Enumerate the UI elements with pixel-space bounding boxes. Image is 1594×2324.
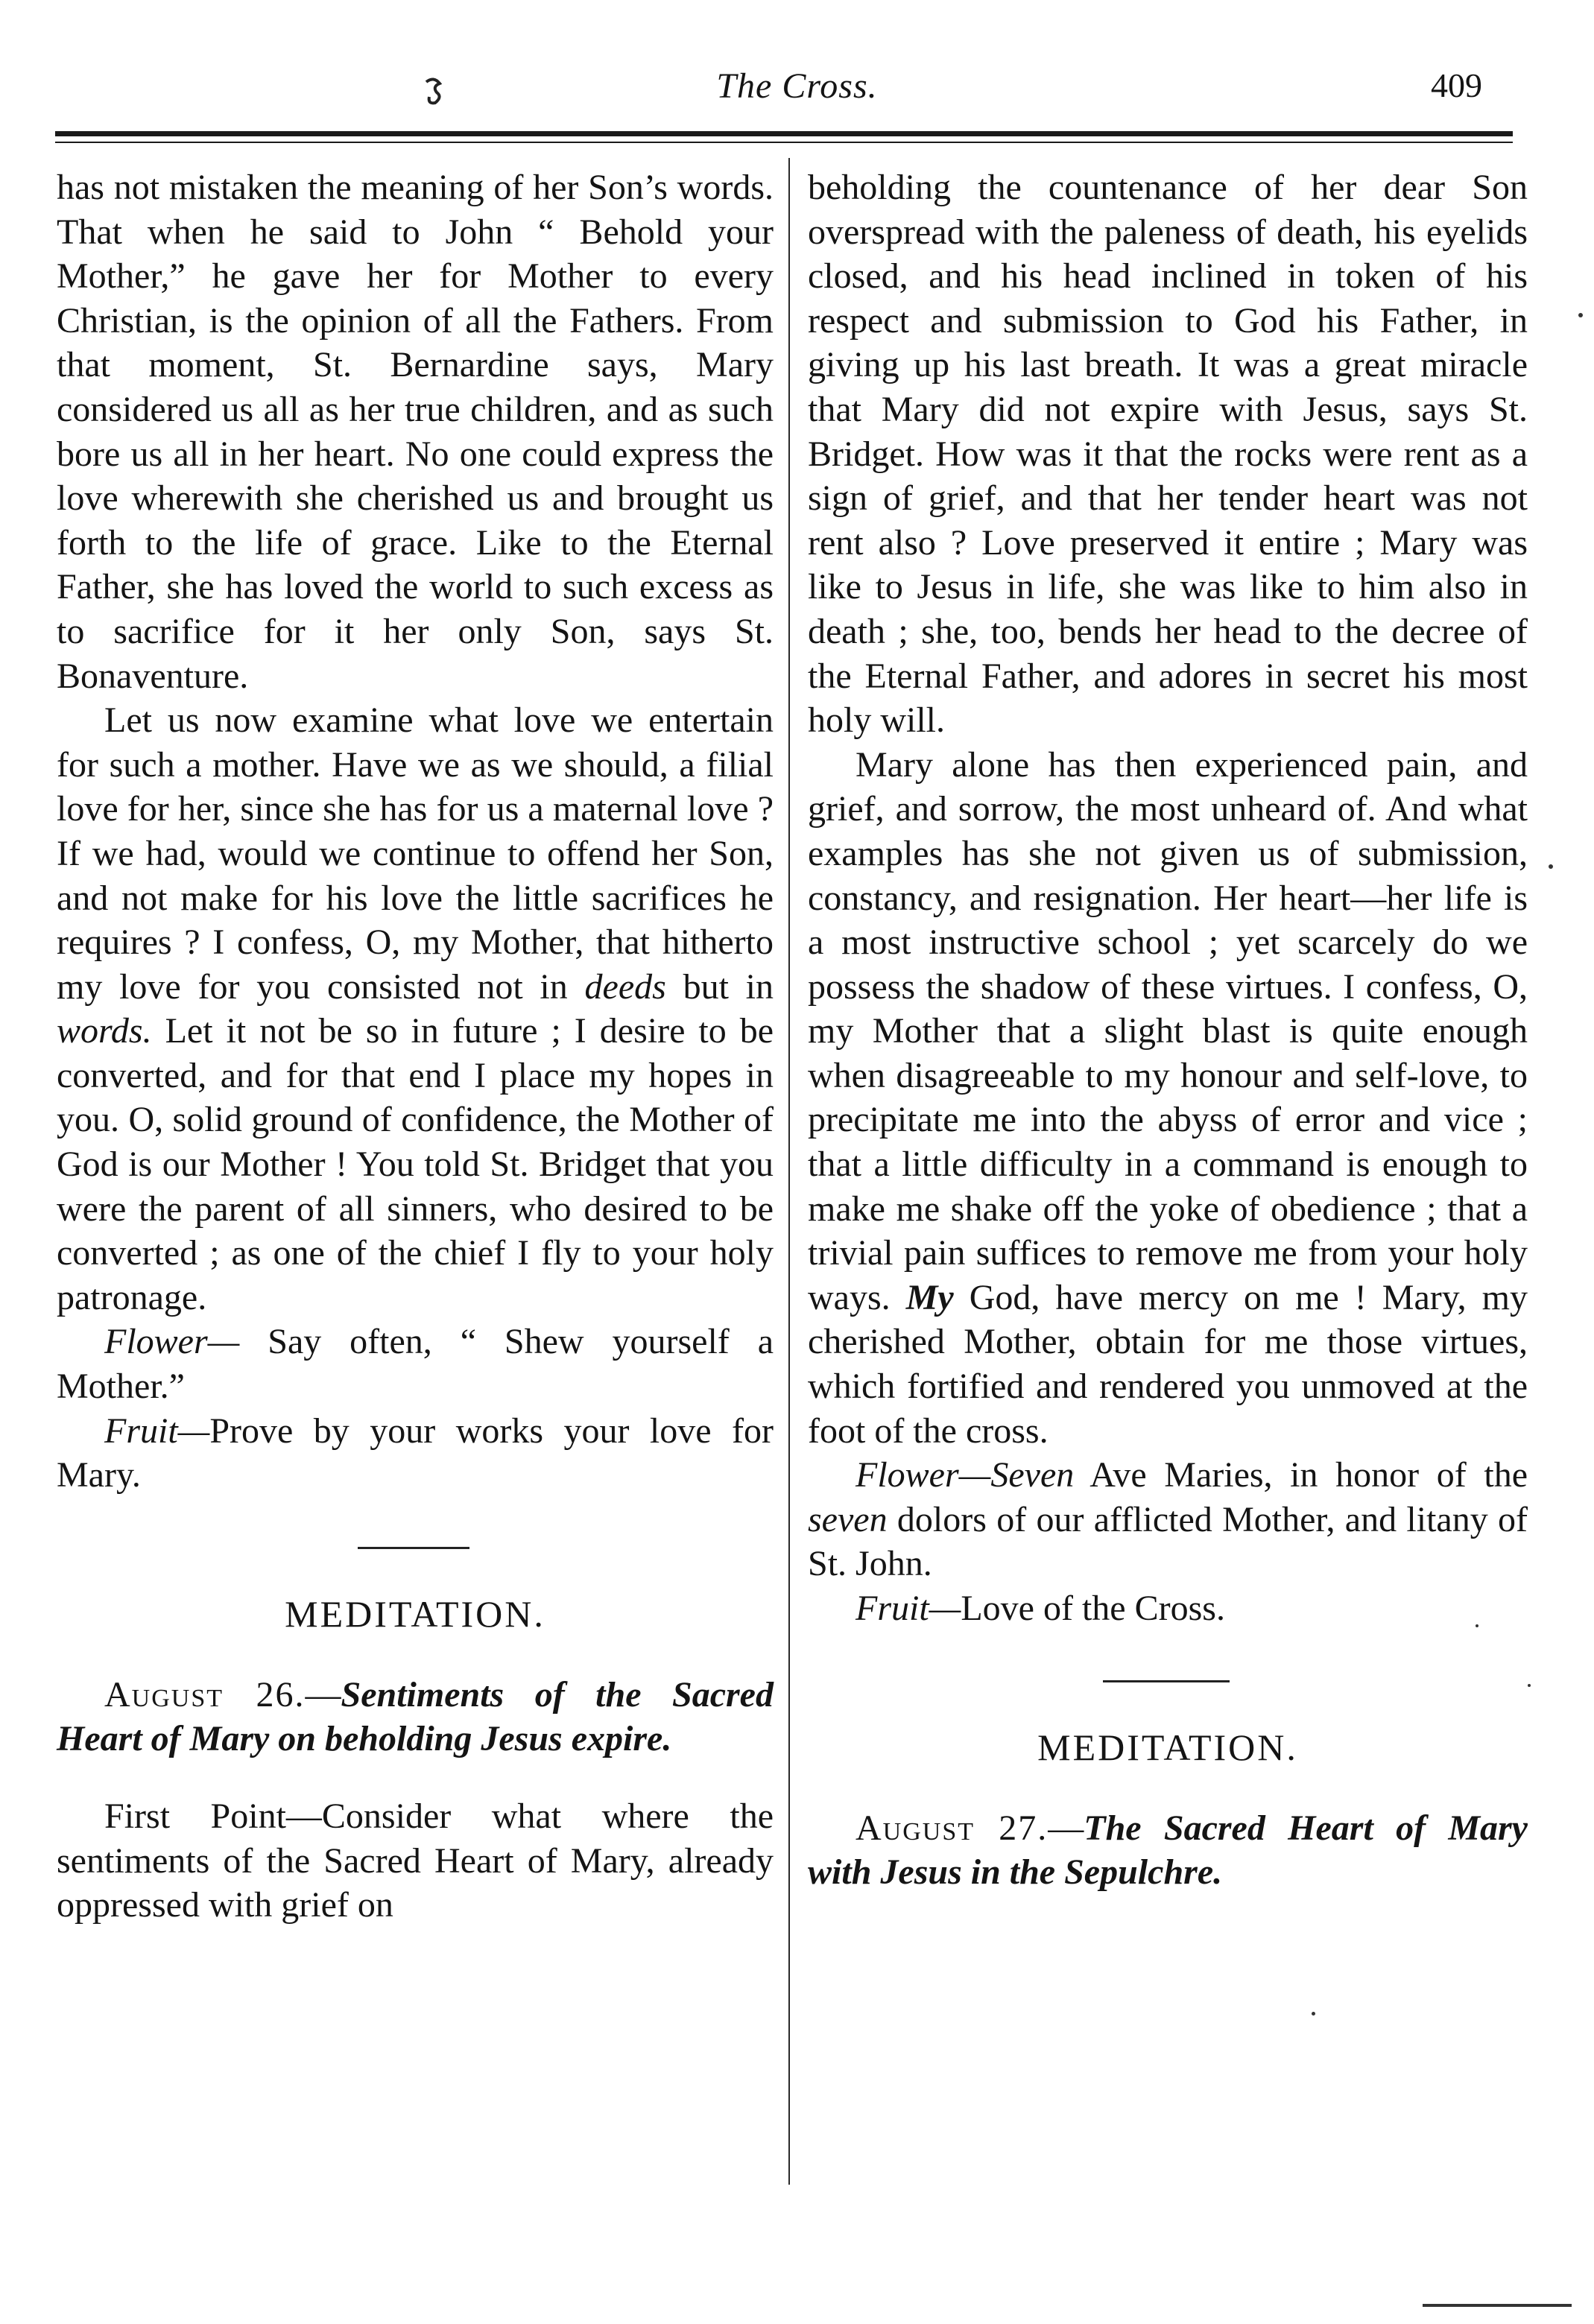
print-speck [1528,1684,1531,1687]
flower-text-b: dolors of our afflicted Mother, and litany of St. John. [808,1499,1528,1584]
meditation-heading: MEDITATION. [1037,1726,1298,1768]
fruit-label: Fruit— [855,1589,961,1628]
emphasis-my: My [905,1277,954,1317]
flower-text: Say often, “ Shew yourself a Mother.” [57,1322,774,1407]
left-column [57,165,774,1928]
fruit-text: Love of the Cross. [961,1589,1225,1628]
emphasis-seven: Seven [990,1455,1075,1495]
meditation-subject [57,1673,774,1761]
print-speck [1549,864,1553,869]
section-separator [1103,1680,1230,1682]
meditation-title: The Sacred Heart of Mary with Jesus in the Sepulchre. [808,1808,1528,1893]
right-paragraph-1: beholding the countenance of her dear Son overspread with the paleness of death, his eyelids closed, and his head inclined in token of his respect and submission to God his Father, in giving up his last breath. It was a great miracle that Mary did not expire with Jesus, says St. Bridget. How was it that the rocks were rent as a sign of grief, and that her tender heart was not rent also ? Love preserved it entire ; Mary was like to Jesus in life, she was like to him also in death ; she, too, bends her head to the decree of the Eternal Father, and adores in secret his most holy will. [808,168,1528,741]
meditation-dash: — [305,1674,341,1714]
fruit-label: Fruit— [104,1410,210,1451]
left-paragraph-2-text-a: Let us now examine what love we entertain for such a mother. Have we as we should, a filial love for her, since she has for us a maternal love ? If we had, would we continue to offend her Son, and not make for his love the little sacrifices he requires ? I confess, O, my Mother, that hitherto my love for you consisted not in [57,700,774,1007]
left-paragraph-1: has not mistaken the meaning of her Son’s words. That when he said to John “ Behold your Mother,” he gave her for Mother to every Christian, is the opinion of all the Fathers. From that moment, St. Bernardine says, Mary considered us all as her true children, and as such bore us all in her heart. No one could express the love wherewith she cherished us and brought us forth to the life of grace. Like to the Eternal Father, she has loved the world to such excess as to sacrifice for it her only Son, says St. Bonaventure. [57,168,774,696]
print-speck [1476,1624,1478,1627]
meditation-dash: — [1048,1808,1084,1848]
left-paragraph-2-text-b: but in [665,966,774,1007]
emphasis-seven-2: seven [808,1499,888,1539]
left-paragraph-2-text-c: Let it not be so in future ; I desire to be converted, and for that end I place my hopes in you. O, solid ground of confidence, the Mother of God is our Mother ! You told St. Bridget that you were the parent of all sinners, who desired to be converted ; as one of the chief I fly to your holy patronage. [57,1011,774,1317]
emphasis-words: words. [57,1011,152,1051]
left-flower-line [57,1320,774,1408]
column-divider [788,158,790,2185]
section-separator [358,1547,469,1549]
header-rule-thin [55,142,1513,143]
right-paragraph-2 [808,743,1528,1454]
left-fruit-line [57,1409,774,1498]
right-flower-line [808,1453,1528,1586]
bottom-rule [1423,2304,1572,2307]
print-speck [1312,2012,1315,2016]
meditation-date: August 26. [104,1674,306,1714]
page-number: 409 [1431,66,1482,104]
meditation-date: August 27. [855,1808,1049,1848]
right-column [808,165,1528,1895]
first-point-paragraph: First Point—Consider what where the sentiments of the Sacred Heart of Mary, already oppressed with grief on [57,1796,774,1925]
right-paragraph-2-text-b: God, have mercy on me ! Mary, my cherished Mother, obtain for me those virtues, which fortified and rendered you unmoved at the foot of the cross. [808,1277,1528,1451]
flower-text-a: Ave Maries, in honor of the [1074,1455,1528,1495]
meditation-subject [808,1806,1528,1895]
print-speck [1578,313,1583,317]
right-fruit-line [808,1586,1528,1631]
flower-label: Flower— [104,1322,240,1362]
meditation-heading: MEDITATION. [285,1592,545,1635]
left-paragraph-2 [57,698,774,1320]
emphasis-deeds: deeds [584,966,666,1007]
right-paragraph-2-text-a: Mary alone has then experienced pain, and grief, and sorrow, the most unheard of. And what examples has she not given us of submission, constancy, and resignation. Her heart—her life is a most instructive school ; yet scarcely do we possess the shadow of these virtues. I confess, O, my Mother that a slight blast is quite enough when disagreeable to my honour and self-love, to precipitate me into the abyss of error and vice ; that a little difficulty in a command is enough to make me shake off the yoke of obedience ; that a trivial pain suffices to remove me from your holy ways. [808,744,1528,1317]
header-rule-thick [55,131,1513,136]
meditation-title: Sentiments of the Sacred Heart of Mary on beholding Jesus expire. [57,1674,774,1759]
fruit-text: Prove by your works your love for Mary. [57,1410,774,1495]
running-head-title: The Cross. [716,66,878,106]
flower-label: Flower— [855,1455,991,1495]
